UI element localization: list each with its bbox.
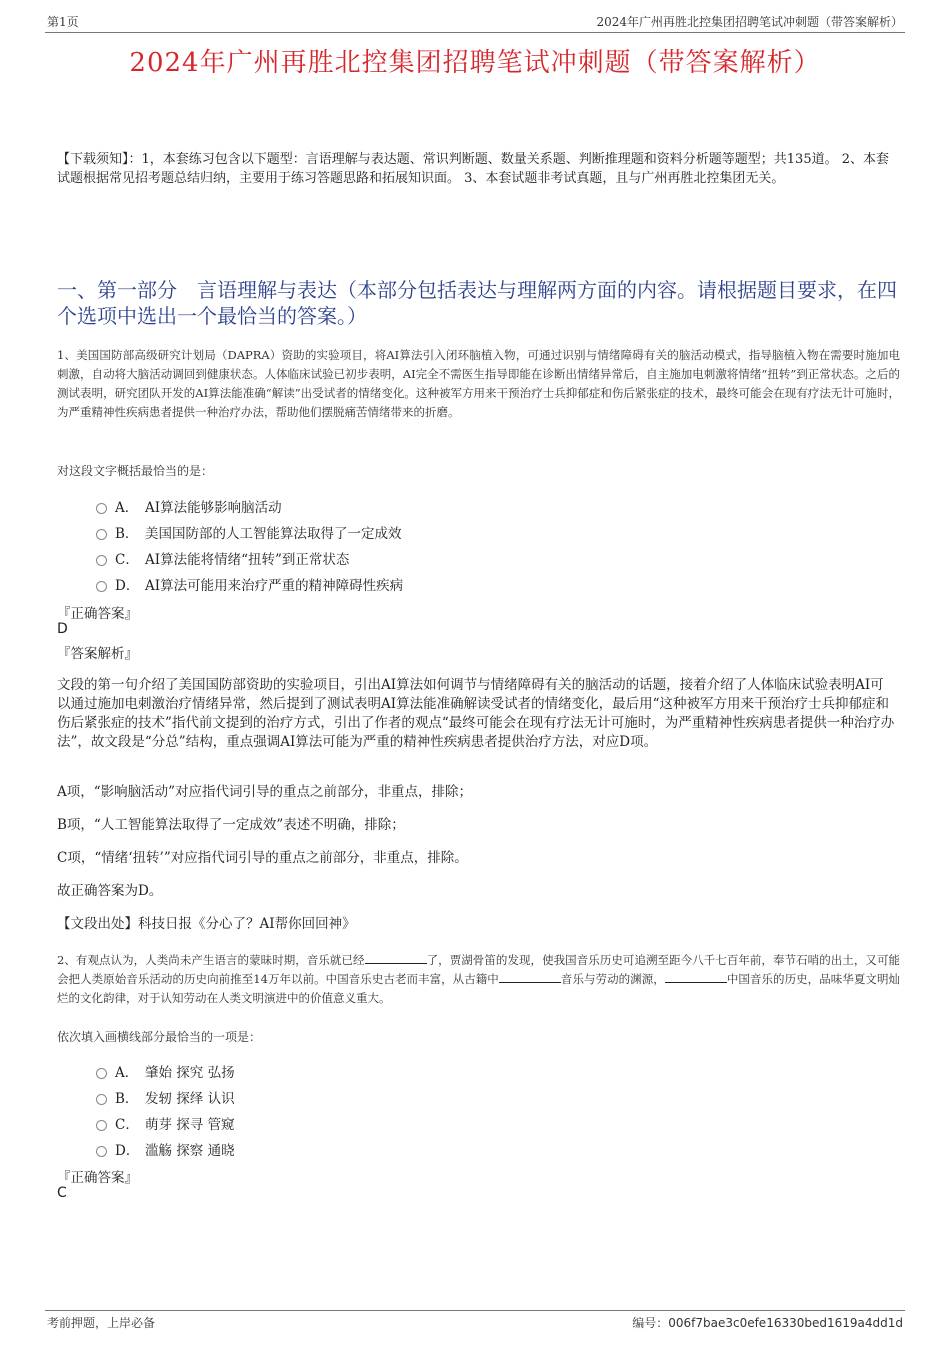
option-text: 滥觞 探察 通晓: [145, 1143, 235, 1159]
option-letter: B．: [115, 1091, 139, 1107]
fill-blank: [365, 952, 427, 964]
question-1-text: 1、美国国防部高级研究计划局（DAPRA）资助的实验项目，将AI算法引入闭环脑植入物，可通过识别与情绪障碍有关的脑活动模式，指导脑植入物在需要时施加电刺激，自动将大脑活动调回到健康状态。人体临床试验已初步表明，AI完全不需医生指导即能在诊断出情绪异常后，自主施加电刺激将情绪“扭转”到正常状态。之后的测试表明，研究团队开发的AI算法能准确“解读”出受试者的情绪变化。这种被军方用来干预治疗士兵抑郁症和伤后紧张症的技术，最终可能会在现有疗法无计可施时，为严重精神性疾病患者提供一种治疗办法，帮助他们摆脱痛苦情绪带来的折磨。: [57, 348, 900, 419]
document-code: [632, 1314, 903, 1331]
radio-icon[interactable]: [96, 555, 107, 566]
question-2-text-part: 2、有观点认为，人类尚未产生语言的蒙昧时期，音乐就已经: [57, 953, 365, 967]
analysis-option-a: A项，“影响脑活动”对应指代词引导的重点之前部分，非重点，排除；: [57, 784, 473, 800]
correct-answer: C: [57, 1185, 67, 1201]
footer-divider: [45, 1310, 905, 1311]
analysis-conclusion: 故正确答案为D。: [57, 883, 163, 899]
option-text: AI算法能够影响脑活动: [145, 500, 282, 516]
radio-icon[interactable]: [96, 1146, 107, 1157]
question-2-option-a[interactable]: [96, 1061, 235, 1081]
option-text: 美国国防部的人工智能算法取得了一定成效: [145, 526, 402, 542]
option-letter: C．: [115, 552, 139, 568]
page-number: 第1页: [47, 15, 79, 29]
answer-label: 『正确答案』: [57, 1170, 138, 1186]
radio-icon[interactable]: [96, 581, 107, 592]
question-2-option-c[interactable]: [96, 1113, 235, 1133]
correct-answer: D: [57, 621, 68, 637]
page-title: 2024年广州再胜北控集团招聘笔试冲刺题（带答案解析）: [129, 48, 821, 78]
answer-label: 『正确答案』: [57, 606, 138, 622]
question-1-option-b[interactable]: [96, 522, 402, 542]
option-text: AI算法可能用来治疗严重的精神障碍性疾病: [145, 578, 404, 594]
question-1-option-a[interactable]: [96, 496, 282, 516]
question-1-option-d[interactable]: [96, 574, 403, 594]
fill-blank: [665, 971, 727, 983]
question-2-text-part: 中国音乐的历史，品味华夏文明灿烂的文化韵律，对于认知劳动在人类文明演进中的价值意义重大。: [57, 972, 900, 1005]
question-2-text-part: 了，贾湖骨笛的发现，使我国音乐历史可追溯至距今八千七百年前，奉节石哨的出土，又可能会把人类原始音乐活动的历史向前推至14万年以前。中国音乐史古老而丰富，从古籍中: [57, 953, 900, 986]
code-label: 编号：: [632, 1316, 669, 1330]
question-2-text: [57, 951, 900, 1008]
radio-icon[interactable]: [96, 1094, 107, 1105]
analysis-option-c: C项，“情绪‘扭转’”对应指代词引导的重点之前部分，非重点，排除。: [57, 850, 468, 866]
question-2-option-d[interactable]: [96, 1139, 235, 1159]
analysis-option-b: B项，“人工智能算法取得了一定成效”表述不明确，排除；: [57, 817, 405, 833]
radio-icon[interactable]: [96, 1120, 107, 1131]
question-2-prompt: 依次填入画横线部分最恰当的一项是：: [57, 1030, 262, 1044]
analysis-paragraph: 文段的第一句介绍了美国国防部资助的实验项目，引出AI算法如何调节与情绪障碍有关的脑活动的话题，接着介绍了人体临床试验表明AI可以通过施加电刺激治疗情绪异常，然后提到了测试表明AI算法能准确解读受试者的情绪变化，最后用“这种被军方用来干预治疗士兵抑郁症和伤后紧张症的技术”指代前文提到的治疗方式，引出了作者的观点“最终可能会在现有疗法无计可施时，为严重精神性疾病患者提供一种治疗办法”，故文段是“分总”结构，重点强调AI算法可能为严重的精神性疾病患者提供治疗方法，对应D项。: [57, 677, 895, 750]
option-letter: D．: [115, 578, 140, 594]
analysis-label: 『答案解析』: [57, 646, 138, 662]
option-letter: A．: [115, 500, 139, 516]
option-letter: D．: [115, 1143, 140, 1159]
section-heading: 一、第一部分 言语理解与表达（本部分包括表达与理解两方面的内容。请根据题目要求，在四个选项中选出一个最恰当的答案。）: [57, 278, 897, 328]
option-text: AI算法能将情绪“扭转”到正常状态: [145, 552, 350, 568]
code-value: 006f7bae3c0efe16330bed1619a4dd1d: [668, 1316, 903, 1330]
option-text: 肇始 探究 弘扬: [145, 1065, 235, 1081]
analysis-source: 【文段出处】科技日报《分心了？AI帮你回回神》: [57, 916, 356, 932]
footer-slogan: 考前押题，上岸必备: [47, 1316, 156, 1330]
question-1-prompt: 对这段文字概括最恰当的是：: [57, 464, 214, 478]
header-divider: [45, 32, 905, 33]
download-notice: 【下载须知】：1，本套练习包含以下题型：言语理解与表达题、常识判断题、数量关系题、判断推理题和资料分析题等题型；共135道。 2、本套试题根据常见招考题总结归纳，主要用于练习答题思路和拓展知识面。 3、本套试题非考试真题，且与广州再胜北控集团无关。: [57, 152, 889, 186]
option-letter: B．: [115, 526, 139, 542]
radio-icon[interactable]: [96, 1068, 107, 1079]
running-title: 2024年广州再胜北控集团招聘笔试冲刺题（带答案解析）: [596, 15, 903, 29]
question-1-option-c[interactable]: [96, 548, 349, 568]
option-text: 发轫 探绎 认识: [145, 1091, 235, 1107]
option-text: 萌芽 探寻 管窥: [145, 1117, 235, 1133]
fill-blank: [499, 971, 561, 983]
question-2-text-part: 音乐与劳动的渊源，: [560, 972, 665, 986]
option-letter: A．: [115, 1065, 139, 1081]
radio-icon[interactable]: [96, 529, 107, 540]
option-letter: C．: [115, 1117, 139, 1133]
question-2-option-b[interactable]: [96, 1087, 235, 1107]
radio-icon[interactable]: [96, 503, 107, 514]
